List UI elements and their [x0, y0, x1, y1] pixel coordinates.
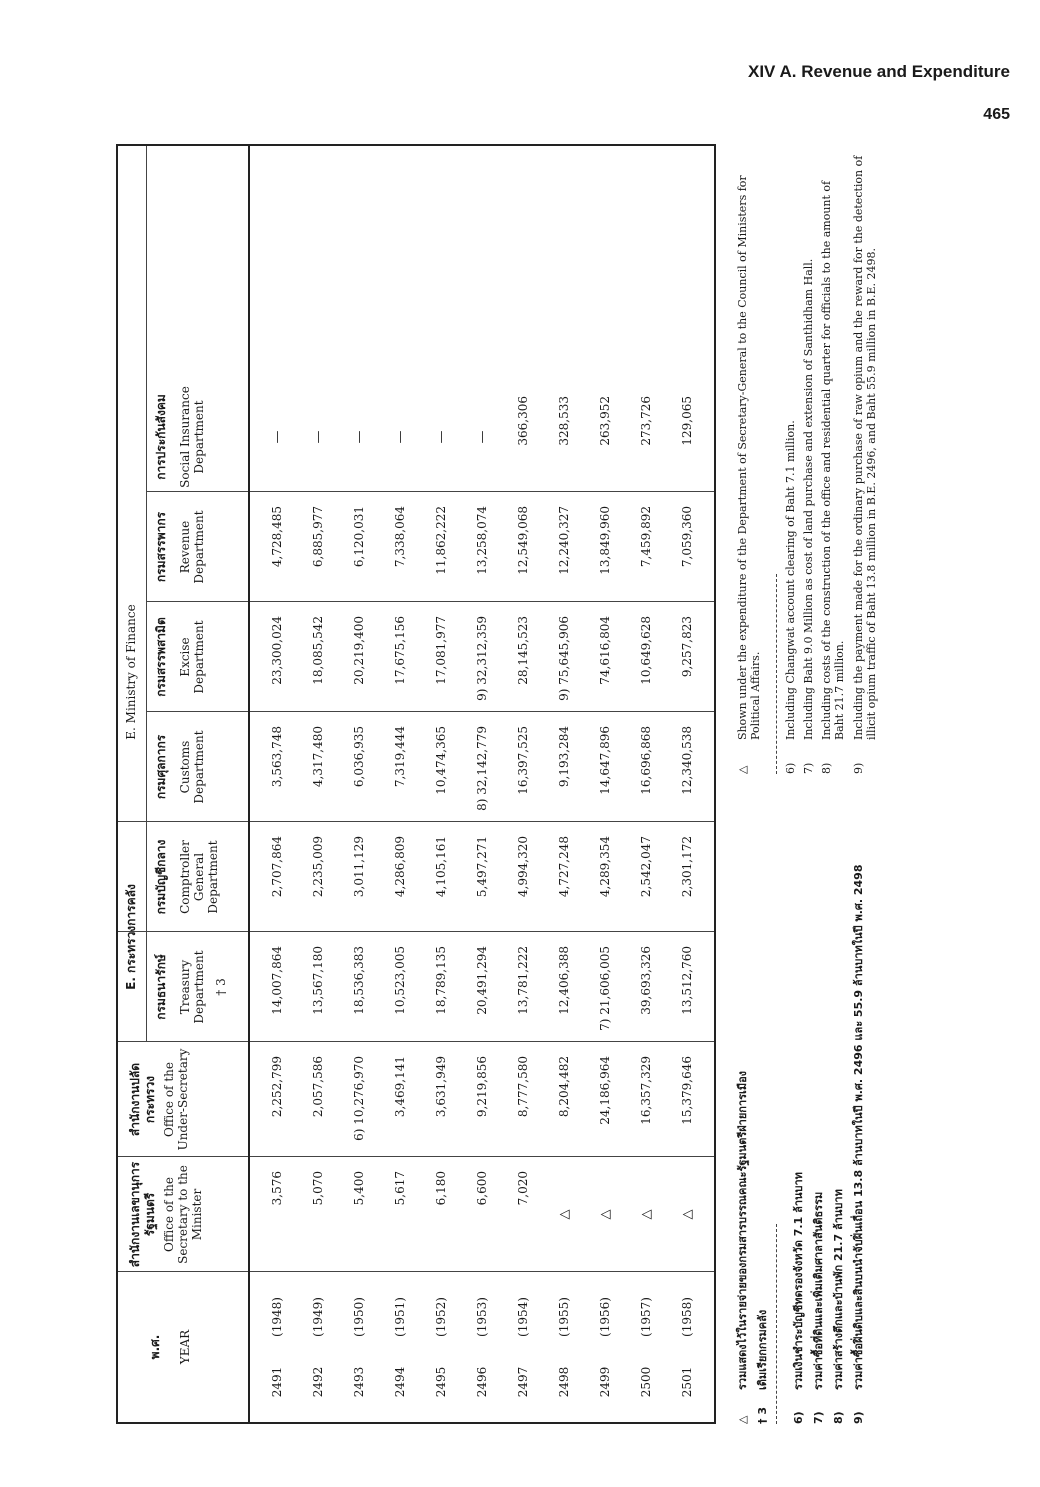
- column-header-english: Comptroller General Department: [178, 840, 220, 914]
- table-row: [352, 142, 393, 1422]
- table-cell: 18,085,542: [311, 616, 325, 685]
- year-ad: (1953): [475, 1297, 489, 1337]
- table-cell: 7,459,892: [639, 506, 653, 568]
- table-cell: 7,319,444: [393, 726, 407, 788]
- footnote: [820, 154, 846, 774]
- footnote-mark: 7): [802, 762, 815, 774]
- table-cell: 6,180: [434, 1171, 448, 1206]
- table-cell: 12,340,538: [680, 726, 694, 795]
- table-cell: 13,849,960: [598, 506, 612, 575]
- table-cell: 3,011,129: [352, 836, 366, 898]
- table-cell: 20,219,400: [352, 616, 366, 685]
- footnote-text: รวมเงินชำระบัญชีทดรองจังหวัด 7.1 ล้านบาท: [792, 1172, 805, 1390]
- table-cell: 3,576: [270, 1171, 284, 1206]
- footnote: [812, 864, 826, 1424]
- page-number: 465: [983, 106, 1010, 123]
- column-header-english: Office of the Secretary to the Minister: [162, 1165, 204, 1264]
- header-bottom-rule: [248, 146, 250, 1422]
- year-ad: (1950): [352, 1297, 366, 1337]
- rotated-page-content: [116, 144, 966, 1424]
- table-cell: —: [434, 430, 449, 444]
- table-row: [598, 142, 639, 1422]
- group-header-rule: [146, 146, 147, 1042]
- footnote: [784, 154, 797, 774]
- table-cell: 129,065: [680, 396, 694, 446]
- footnote-text: Including the payment made for the ordinary purchase of raw opium and the reward for the detection of illicit opium traffic of Baht 13.8 million in B.E. 2496, and Baht 55.9 million in B.E. 2498.: [852, 155, 878, 740]
- footnote-text: รวมค่าซื้อที่ดินและเพิ่มเติมศาลาสันติธรรม: [812, 1191, 825, 1390]
- table-cell: 9) 75,645,906: [557, 616, 571, 701]
- table-cell: 3,469,141: [393, 1056, 407, 1118]
- year-be: 2495: [434, 1366, 448, 1398]
- table-cell: △: [557, 1209, 572, 1220]
- table-cell: 6,036,935: [352, 726, 366, 788]
- table-cell: 2,057,586: [311, 1056, 325, 1118]
- column-header-thai: กรมบัญชีกลาง: [154, 839, 168, 915]
- year-ad: (1956): [598, 1297, 612, 1337]
- year-be: 2496: [475, 1366, 489, 1398]
- table-row: [393, 142, 434, 1422]
- table-cell: 8) 32,142,779: [475, 726, 489, 811]
- column-header-english: Treasury Department: [178, 950, 206, 1024]
- table-cell: 20,491,294: [475, 946, 489, 1015]
- group-header-ministry-english: E. Ministry of Finance: [124, 604, 138, 740]
- column-header-thai: กรมศุลกากร: [154, 734, 168, 800]
- table-cell: 6,600: [475, 1171, 489, 1206]
- column-header-english: Office of the Under-Secretary: [162, 1048, 190, 1151]
- table-cell: 4,105,161: [434, 836, 448, 898]
- table-cell: 5,617: [393, 1171, 407, 1206]
- footnote: [756, 864, 770, 1424]
- table-cell: 13,781,222: [516, 946, 530, 1015]
- year-ad: (1954): [516, 1297, 530, 1337]
- footnote-text: Shown under the expenditure of the Department of Secretary-General to the Council of Ministers for Political Affairs.: [736, 175, 762, 740]
- table-cell: 15,379,646: [680, 1056, 694, 1125]
- table-row: [639, 142, 680, 1422]
- column-header-english: Social Insurance Department: [178, 386, 206, 488]
- footnote: [792, 864, 806, 1424]
- footnote-mark: 8): [820, 762, 833, 774]
- table-cell: 24,186,964: [598, 1056, 612, 1125]
- year-be: 2500: [639, 1366, 653, 1398]
- notes-english: [736, 154, 956, 774]
- footnote: [736, 154, 762, 774]
- table-cell: 7,020: [516, 1171, 530, 1206]
- footnote-text: Including Baht 9.0 Million as cost of land purchase and extension of Santhidham Hall.: [802, 258, 815, 740]
- table-cell: 273,726: [639, 396, 653, 446]
- table-cell: 5,070: [311, 1171, 325, 1206]
- year-be: 2491: [270, 1366, 284, 1398]
- year-header-thai: พ.ศ.: [148, 1334, 162, 1360]
- table-cell: 6) 10,276,970: [352, 1056, 366, 1141]
- group-header-ministry-thai: E. กระทรวงการคลัง: [124, 884, 138, 990]
- column-header-thai: การประกันสังคม: [154, 394, 168, 480]
- footnote-mark: △: [736, 1415, 749, 1424]
- table-cell: 2,301,172: [680, 836, 694, 898]
- year-ad: (1957): [639, 1297, 653, 1337]
- year-ad: (1955): [557, 1297, 571, 1337]
- footnote-text: Including Changwat account clearing of Baht 7.1 million.: [784, 420, 797, 740]
- column-header-thai: กรมสรรพากร: [154, 511, 168, 583]
- table-cell: 10,474,365: [434, 726, 448, 795]
- table-cell: 18,789,135: [434, 946, 448, 1015]
- table-cell: 13,258,074: [475, 506, 489, 575]
- table-cell: △: [598, 1209, 613, 1220]
- table-row: [434, 142, 475, 1422]
- table-cell: 5,497,271: [475, 836, 489, 898]
- table-cell: —: [352, 430, 367, 444]
- notes-separator: [776, 574, 777, 774]
- footnote: [852, 154, 878, 774]
- table-cell: 16,397,525: [516, 726, 530, 795]
- column-header-thai: สำนักงานปลัดกระทรวง: [128, 1062, 157, 1137]
- table-cell: 28,145,523: [516, 616, 530, 685]
- table-cell: 7,338,064: [393, 506, 407, 568]
- page-header: [720, 62, 1010, 142]
- year-ad: (1952): [434, 1297, 448, 1337]
- table-cell: 7,059,360: [680, 506, 694, 568]
- footnote: [832, 864, 846, 1424]
- footnote-text: Including costs of the construction of the office and residential quarter for officials to the amount of Baht 21.7 million.: [820, 180, 846, 740]
- footnote-text: รวมค่าซื้อฝิ่นดิบและสินบนนำจับฝิ่นเถื่อน 13.8 ล้านบาทในปี พ.ศ. 2496 และ 55.9 ล้านบาทในปี พ.ศ. 2498: [852, 864, 865, 1390]
- footnote-text: รวมแสดงไว้ในรายจ่ายของกรมสารบรรณคณะรัฐมนตรีฝ่ายการเมือง: [736, 1070, 749, 1390]
- table-cell: 4,317,480: [311, 726, 325, 788]
- table-cell: △: [639, 1209, 654, 1220]
- table-cell: 2,252,799: [270, 1056, 284, 1118]
- column-header-mark: † 3: [214, 978, 228, 996]
- table-cell: 39,693,326: [639, 946, 653, 1015]
- table-cell: 4,289,354: [598, 836, 612, 898]
- table-cell: 12,240,327: [557, 506, 571, 575]
- table-row: [557, 142, 598, 1422]
- footnote-mark: 9): [852, 1411, 865, 1424]
- table-cell: 16,357,329: [639, 1056, 653, 1125]
- table-cell: 4,727,248: [557, 836, 571, 898]
- footnote-mark: △: [736, 765, 749, 774]
- notes-separator: [776, 1224, 777, 1424]
- year-ad: (1958): [680, 1297, 694, 1337]
- year-be: 2497: [516, 1366, 530, 1398]
- table-cell: 17,081,977: [434, 616, 448, 685]
- table-cell: 13,512,760: [680, 946, 694, 1015]
- column-header-thai: กรมธนารักษ์: [154, 954, 168, 1020]
- table-cell: 12,406,388: [557, 946, 571, 1015]
- table-row: [680, 142, 721, 1422]
- finance-expenditure-table: [116, 144, 716, 1424]
- table-cell: —: [311, 430, 326, 444]
- table-cell: 6,885,977: [311, 506, 325, 568]
- year-ad: (1949): [311, 1297, 325, 1337]
- table-cell: 11,862,222: [434, 506, 448, 575]
- column-header-english: Customs Department: [178, 730, 206, 804]
- table-cell: 5,400: [352, 1171, 366, 1206]
- notes-thai: [736, 864, 956, 1424]
- footnote: [736, 864, 750, 1424]
- table-cell: 2,707,864: [270, 836, 284, 898]
- table-cell: —: [393, 430, 408, 444]
- table-cell: 3,631,949: [434, 1056, 448, 1118]
- column-header-thai: สำนักงานเลขานุการรัฐมนตรี: [128, 1161, 157, 1268]
- year-be: 2494: [393, 1366, 407, 1398]
- footnote-text: รวมค่าสร้างตึกและบ้านพัก 21.7 ล้านบาท: [832, 1189, 845, 1390]
- table-cell: 14,007,864: [270, 946, 284, 1015]
- table-cell: 18,536,383: [352, 946, 366, 1015]
- table-cell: 17,675,156: [393, 616, 407, 685]
- section-title: XIV A. Revenue and Expenditure: [748, 62, 1010, 81]
- table-cell: 9,257,823: [680, 616, 694, 678]
- footnote-text: เดิมเรียกกรมคลัง: [756, 1309, 769, 1390]
- footnote-mark: 9): [852, 762, 865, 774]
- year-ad: (1951): [393, 1297, 407, 1337]
- table-cell: —: [475, 430, 490, 444]
- footnote-mark: † 3: [756, 1407, 769, 1424]
- year-be: 2498: [557, 1366, 571, 1398]
- table-cell: 8,204,482: [557, 1056, 571, 1118]
- table-cell: 12,549,068: [516, 506, 530, 575]
- table-cell: 4,994,320: [516, 836, 530, 898]
- footnote-mark: 8): [832, 1411, 845, 1424]
- footnote-mark: 7): [812, 1411, 825, 1424]
- table-row: [311, 142, 352, 1422]
- year-be: 2493: [352, 1366, 366, 1398]
- year-be: 2499: [598, 1366, 612, 1398]
- footnote: [802, 154, 815, 774]
- footnote: [852, 864, 866, 1424]
- table-cell: 366,306: [516, 396, 530, 446]
- table-cell: 10,649,628: [639, 616, 653, 685]
- table-row: [475, 142, 516, 1422]
- table-cell: 10,523,005: [393, 946, 407, 1015]
- table-cell: 9,193,284: [557, 726, 571, 788]
- table-cell: 8,777,580: [516, 1056, 530, 1118]
- table-cell: 4,728,485: [270, 506, 284, 568]
- table-cell: 263,952: [598, 396, 612, 446]
- table-cell: 14,647,896: [598, 726, 612, 795]
- table-cell: 9) 32,312,359: [475, 616, 489, 701]
- year-be: 2501: [680, 1366, 694, 1398]
- column-header-english: Revenue Department: [178, 510, 206, 584]
- table-row: [270, 142, 311, 1422]
- table-cell: 6,120,031: [352, 506, 366, 568]
- table-cell: 3,563,748: [270, 726, 284, 788]
- table-cell: 328,533: [557, 396, 571, 446]
- table-cell: 16,696,868: [639, 726, 653, 795]
- year-be: 2492: [311, 1366, 325, 1398]
- table-cell: 2,235,009: [311, 836, 325, 898]
- table-row: [516, 142, 557, 1422]
- table-cell: 7) 21,606,005: [598, 946, 612, 1031]
- table-cell: 23,300,024: [270, 616, 284, 685]
- table-cell: 2,542,047: [639, 836, 653, 898]
- year-ad: (1948): [270, 1297, 284, 1337]
- table-cell: 9,219,856: [475, 1056, 489, 1118]
- table-cell: 13,567,180: [311, 946, 325, 1015]
- year-header-english: YEAR: [178, 1329, 192, 1365]
- table-cell: △: [680, 1209, 695, 1220]
- column-header-english: Excise Department: [178, 620, 206, 694]
- column-header-thai: กรมสรรพสามิต: [154, 617, 168, 697]
- table-cell: 74,616,804: [598, 616, 612, 685]
- table-cell: —: [270, 430, 285, 444]
- footnote-mark: 6): [792, 1411, 805, 1424]
- table-cell: 4,286,809: [393, 836, 407, 898]
- footnote-mark: 6): [784, 762, 797, 774]
